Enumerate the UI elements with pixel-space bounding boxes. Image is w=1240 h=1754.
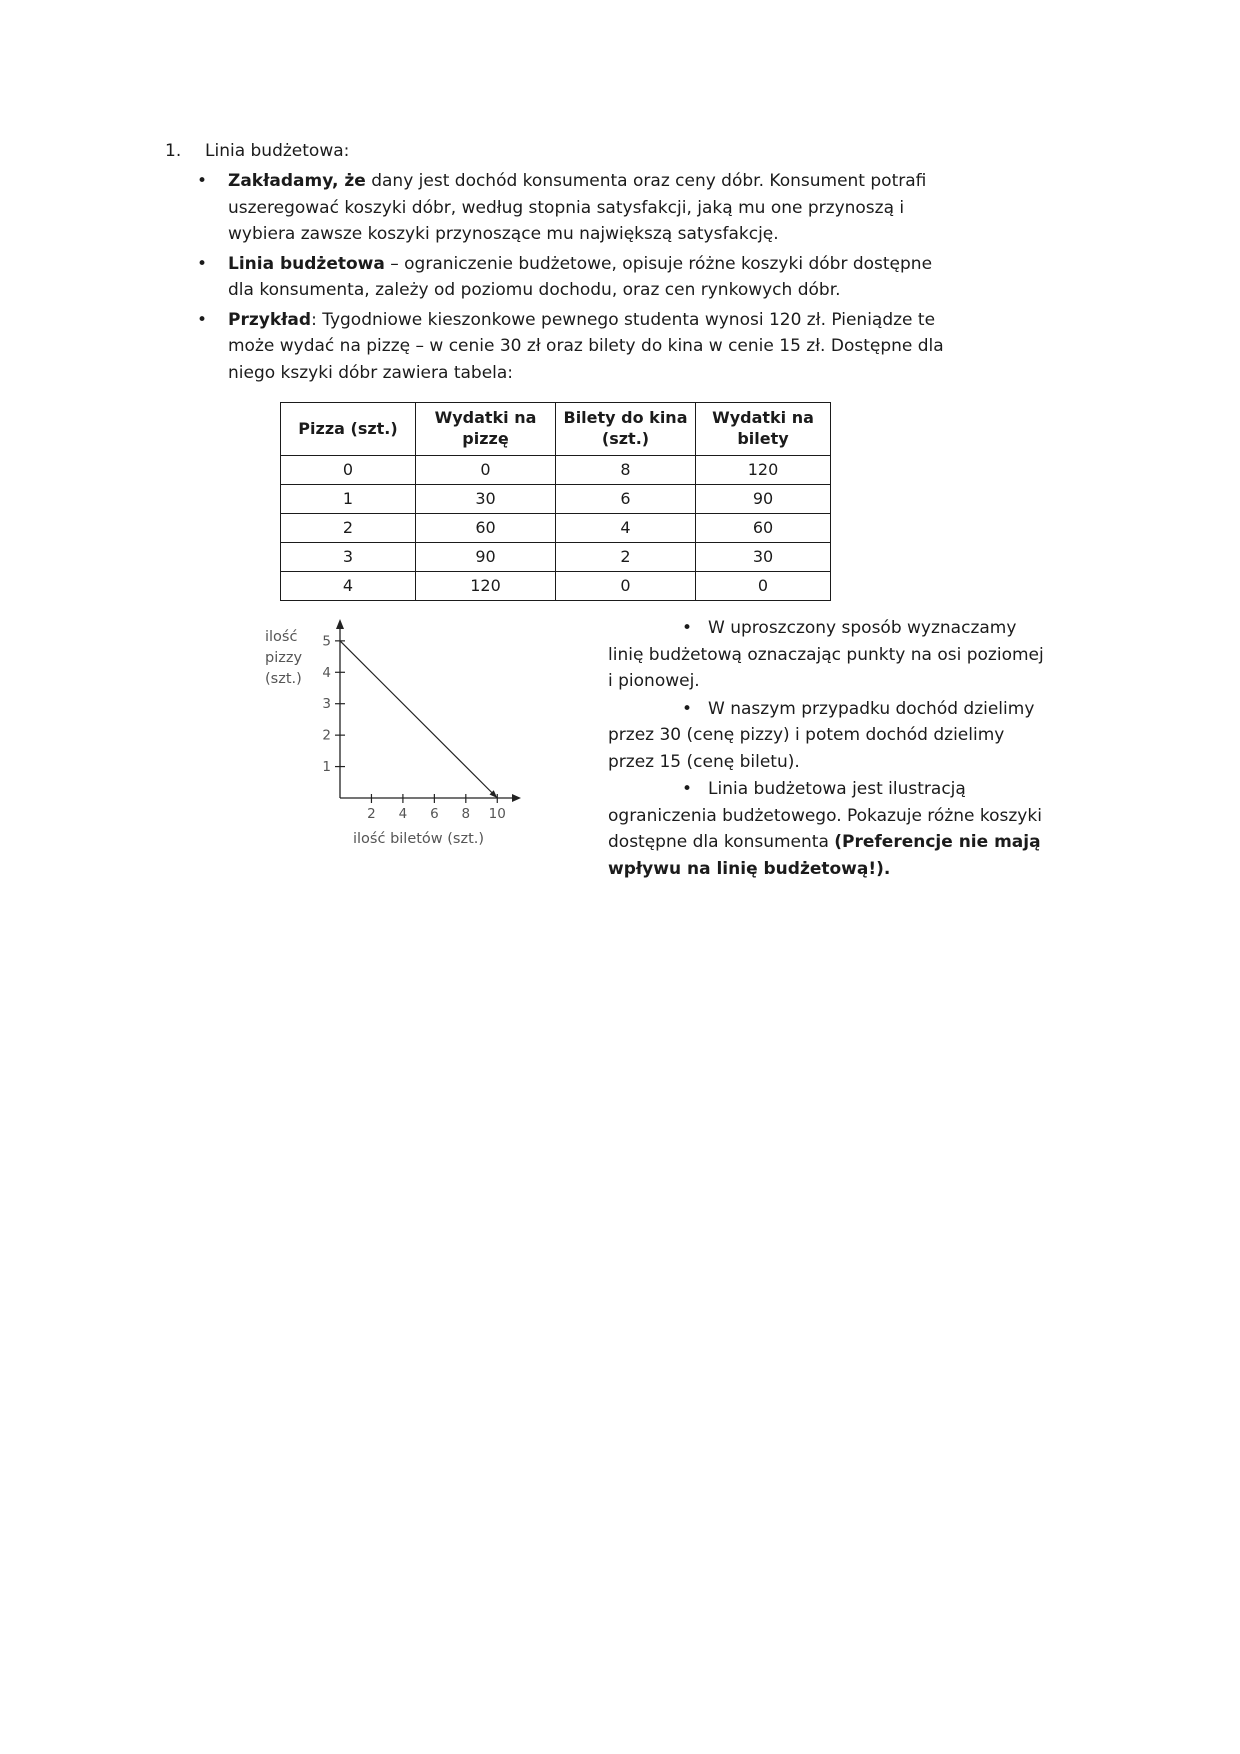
note-item [608, 696, 1053, 776]
table-row [281, 543, 831, 572]
bullet-bold-lead: Linia budżetowa [228, 253, 385, 274]
svg-text:3: 3 [322, 696, 331, 713]
table-cell: 120 [696, 456, 831, 485]
bullet-item [165, 307, 1023, 387]
table-row [281, 456, 831, 485]
table-cell: 8 [556, 456, 696, 485]
svg-text:4: 4 [398, 806, 408, 822]
table-cell: 90 [696, 485, 831, 514]
svg-text:10: 10 [488, 806, 506, 822]
table-cell: 0 [416, 456, 556, 485]
table-cell: 4 [556, 514, 696, 543]
y-axis-label-line: (szt.) [265, 671, 302, 687]
table-cell: 1 [281, 485, 416, 514]
chart-plot-area [265, 615, 550, 829]
section-heading [165, 138, 1075, 164]
bullet-body: – ograniczenie budżetowe, opisuje różne koszyki dóbr dostępne dla konsumenta, zależy od poziomu dochodu, oraz cen rynkowych dóbr. [228, 253, 933, 300]
x-axis-label: ilość biletów (szt.) [353, 831, 485, 847]
table-cell: 30 [696, 543, 831, 572]
list-number: 1. [165, 141, 182, 161]
bullet-bold-lead: Przykład [228, 309, 312, 330]
note-text: W naszym przypadku dochód dzielimy przez 30 (cenę pizzy) i potem dochód dzielimy przez 15 (cenę biletu). [608, 698, 1035, 772]
bullet-text [228, 251, 961, 304]
bullet-bold-lead: Zakładamy, że [228, 171, 366, 191]
note-item [608, 776, 1053, 882]
budget-table [280, 402, 831, 601]
bullet-item [165, 251, 1023, 304]
svg-text:2: 2 [367, 806, 376, 822]
table-cell: 0 [696, 572, 831, 601]
table-cell: 4 [281, 572, 416, 601]
table-header-cell: Wydatki na bilety [696, 403, 831, 456]
svg-text:5: 5 [322, 633, 331, 650]
note-bold-tail: (Preferencje nie mają wpływu na linię budżetową!). [608, 832, 1041, 879]
note-text: W uproszczony sposób wyznaczamy linię budżetową oznaczając punkty na osi poziomej i pionowej. [608, 618, 1044, 691]
svg-text:2: 2 [322, 727, 331, 744]
bullet-body: : Tygodniowe kieszonkowe pewnego studenta wynosi 120 zł. Pieniądze te może wydać na pizzę – w cenie 30 zł oraz bilety do kina w cenie 15 zł. Dostępne dla niego kszyki dóbr zawiera tabela: [228, 309, 944, 383]
table-header-cell: Bilety do kina (szt.) [556, 403, 696, 456]
budget-line-chart [265, 615, 550, 883]
bullet-list [165, 168, 1075, 386]
table-cell: 3 [281, 543, 416, 572]
table-cell: 90 [416, 543, 556, 572]
table-cell: 120 [416, 572, 556, 601]
note-text: Linia budżetowa jest ilustracją ograniczenia budżetowego. Pokazuje różne koszyki dostępne dla konsumenta [608, 779, 1042, 852]
bullet-item [165, 168, 1023, 248]
bullet-text [228, 168, 961, 248]
table-cell: 2 [556, 543, 696, 572]
svg-text:8: 8 [461, 806, 471, 822]
table-cell: 0 [281, 456, 416, 485]
table-header-row [281, 403, 831, 456]
svg-text:1: 1 [322, 759, 331, 776]
table-cell: 2 [281, 514, 416, 543]
y-axis-label-line: ilość [265, 629, 298, 645]
table-cell: 30 [416, 485, 556, 514]
table-header-cell: Wydatki na pizzę [416, 403, 556, 456]
note-item [608, 615, 1053, 695]
table-row [281, 485, 831, 514]
table-cell: 6 [556, 485, 696, 514]
y-axis-label [265, 615, 315, 829]
chart-svg [315, 615, 525, 829]
svg-text:6: 6 [430, 806, 439, 822]
table-cell: 60 [696, 514, 831, 543]
bullet-text [228, 307, 961, 387]
svg-text:4: 4 [322, 664, 331, 681]
chart-and-notes-section [165, 615, 1075, 883]
section-heading-text: Linia budżetowa: [205, 141, 350, 161]
table-row [281, 514, 831, 543]
right-notes [608, 615, 1053, 883]
table-cell: 0 [556, 572, 696, 601]
bullet-body: dany jest dochód konsumenta oraz ceny dóbr. Konsument potrafi uszeregować koszyki dóbr, według stopnia satysfakcji, jaką mu one przynoszą i wybiera zawsze koszyki przynoszące mu największą satysfakcję. [228, 171, 927, 244]
y-axis-label-line: pizzy [265, 650, 303, 666]
table-row [281, 572, 831, 601]
table-header-cell: Pizza (szt.) [281, 403, 416, 456]
table-cell: 60 [416, 514, 556, 543]
